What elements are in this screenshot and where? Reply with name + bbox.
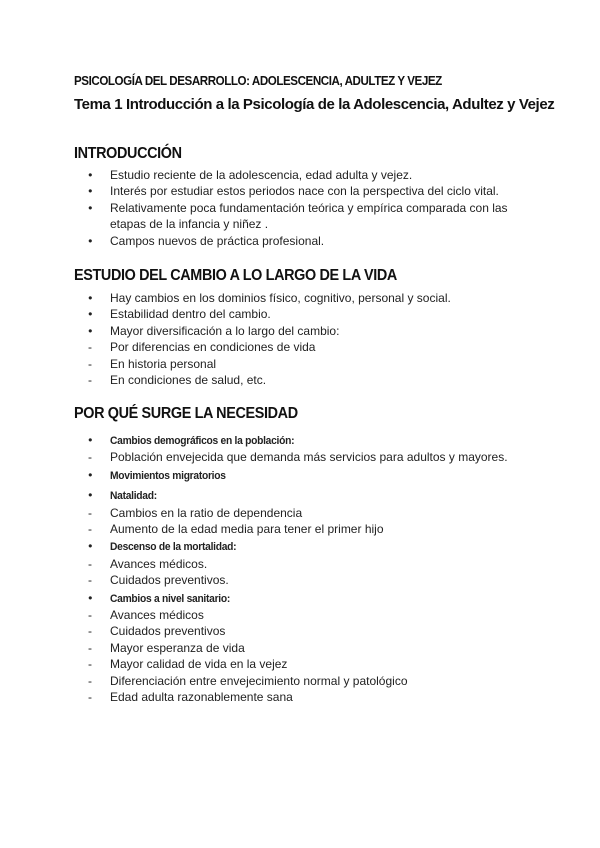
list-item: - Cuidados preventivos [0, 623, 600, 639]
list-item: - Diferenciación entre envejecimiento normal y patológico [0, 673, 600, 689]
list-item: - Población envejecida que demanda más servicios para adultos y mayores. [0, 449, 600, 465]
section-heading-estudio-del-cambio: ESTUDIO DEL CAMBIO A LO LARGO DE LA VIDA [74, 267, 397, 284]
bullet-dash [88, 521, 102, 537]
list-item: - Avances médicos. [0, 556, 600, 572]
list-item: ● Descenso de la mortalidad: [0, 539, 600, 555]
bullet-dot [88, 468, 102, 485]
list-item: ● Mayor diversificación a lo largo del cambio: [0, 323, 600, 339]
document-title: PSICOLOGÍA DEL DESARROLLO: ADOLESCENCIA, ADULTEZ Y VEJEZ [74, 73, 442, 88]
bullet-dot [88, 591, 102, 608]
bullet-dash [88, 505, 102, 521]
bullet-dash [88, 372, 102, 388]
list-item: ● Hay cambios en los dominios físico, cognitivo, personal y social. [0, 290, 600, 306]
list-item: ● Interés por estudiar estos periodos nace con la perspectiva del ciclo vital. [0, 183, 600, 199]
list-item: - Cuidados preventivos. [0, 572, 600, 588]
list-item: - Mayor esperanza de vida [0, 640, 600, 656]
list-item: - Por diferencias en condiciones de vida [0, 339, 600, 355]
list-item: ● Natalidad: [0, 488, 600, 504]
intro-list [0, 167, 600, 249]
bullet-dash [88, 449, 102, 465]
bullet-dash [88, 556, 102, 572]
bullet-dash [88, 339, 102, 355]
bullet-dash [88, 640, 102, 656]
bullet-dot [88, 233, 102, 251]
list-item: - Edad adulta razonablemente sana [0, 689, 600, 705]
list-item: - En historia personal [0, 356, 600, 372]
list-item: ● Movimientos migratorios [0, 468, 600, 484]
list-item: - En condiciones de salud, etc. [0, 372, 600, 388]
bullet-dash [88, 656, 102, 672]
list-item: - Avances médicos [0, 607, 600, 623]
list-item: - Aumento de la edad media para tener el primer hijo [0, 521, 600, 537]
bullet-dot [88, 539, 102, 556]
list-item: ● Campos nuevos de práctica profesional. [0, 233, 600, 249]
section-heading-por-que-surge: POR QUÉ SURGE LA NECESIDAD [74, 405, 298, 422]
list-item: ● Estabilidad dentro del cambio. [0, 306, 600, 322]
bullet-dash [88, 623, 102, 639]
list-item: ● Cambios demográficos en la población: [0, 433, 600, 449]
list-item: - Cambios en la ratio de dependencia [0, 505, 600, 521]
list-item: - Mayor calidad de vida en la vejez [0, 656, 600, 672]
bullet-dash [88, 356, 102, 372]
list-item: ● Relativamente poca fundamentación teórica y empírica comparada con las etapas de la infancia y niñez . [0, 200, 510, 233]
bullet-dot [88, 433, 102, 450]
bullet-dash [88, 572, 102, 588]
bullet-dash [88, 689, 102, 705]
bullet-dash [88, 673, 102, 689]
change-list [0, 290, 600, 388]
need-list [0, 433, 600, 706]
list-item: ● Cambios a nivel sanitario: [0, 591, 600, 607]
bullet-dot [88, 488, 102, 505]
bullet-dot [88, 200, 102, 218]
section-heading-introduccion: INTRODUCCIÓN [74, 145, 182, 162]
topic-title: Tema 1 Introducción a la Psicología de la Adolescencia, Adultez y Vejez [74, 96, 555, 113]
list-item: ● Estudio reciente de la adolescencia, edad adulta y vejez. [0, 167, 600, 183]
bullet-dash [88, 607, 102, 623]
